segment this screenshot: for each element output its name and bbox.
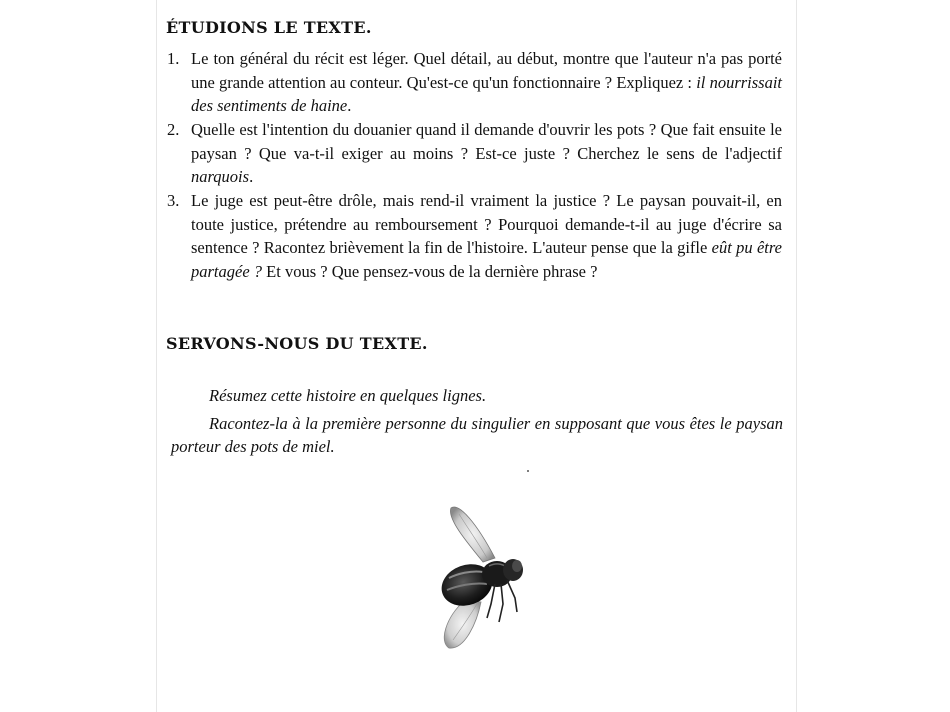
question-text-roman: Le juge est peut-être drôle, mais rend-il vraiment la justice ? Le paysan pouvait-il, en toute justice, prétendre au remboursement ? Pourquoi demande-t-il au juge d'écrire sa sentence ? Racontez brièvement la fin de l'histoire. L'auteur pense que la gifle [191,191,782,257]
question-text-italic: eût pu être partagée ? [191,238,782,281]
question-number: 2. [167,120,180,139]
exercise-line-2: Racontez-la à la première personne du singulier en supposant que vous êtes le paysan porteur des pots de miel. [171,413,783,456]
question-text-end: . [249,167,254,186]
question-text-italic: narquois [191,167,250,186]
question-number: 1. [167,49,180,68]
question-2 [167,118,782,189]
question-text [191,47,782,118]
book-page [156,0,797,712]
question-text-end: Et vous ? Que pensez-vous de la dernière phrase ? [262,261,598,281]
question-text [191,118,782,189]
section-title-servons: SERVONS-NOUS DU TEXTE. [166,334,428,353]
question-text-roman: Quelle est l'intention du douanier quand il demande d'ouvrir les pots ? Que fait ensuite le paysan ? Que va-t-il exiger au moins ? Est-ce juste ? Cherchez le sens de l'adjectif [191,120,782,163]
question-1 [167,47,782,118]
question-text-italic: il nourrissait des sentiments de haine [191,72,783,115]
question-text-end: . [347,96,352,115]
fly-icon [425,500,545,660]
exercise-line-1: Résumez cette histoire en quelques lignes. [209,385,487,405]
section-title-etudions: ÉTUDIONS LE TEXTE. [166,18,372,37]
question-3 [167,189,782,283]
question-text [191,189,782,283]
print-speck [527,470,529,472]
question-number: 3. [167,191,180,210]
question-text-roman: Le ton général du récit est léger. Quel détail, au début, montre que l'auteur n'a pas porté une grande attention au conteur. Qu'est-ce qu'un fonctionnaire ? Expliquez : [191,49,782,92]
